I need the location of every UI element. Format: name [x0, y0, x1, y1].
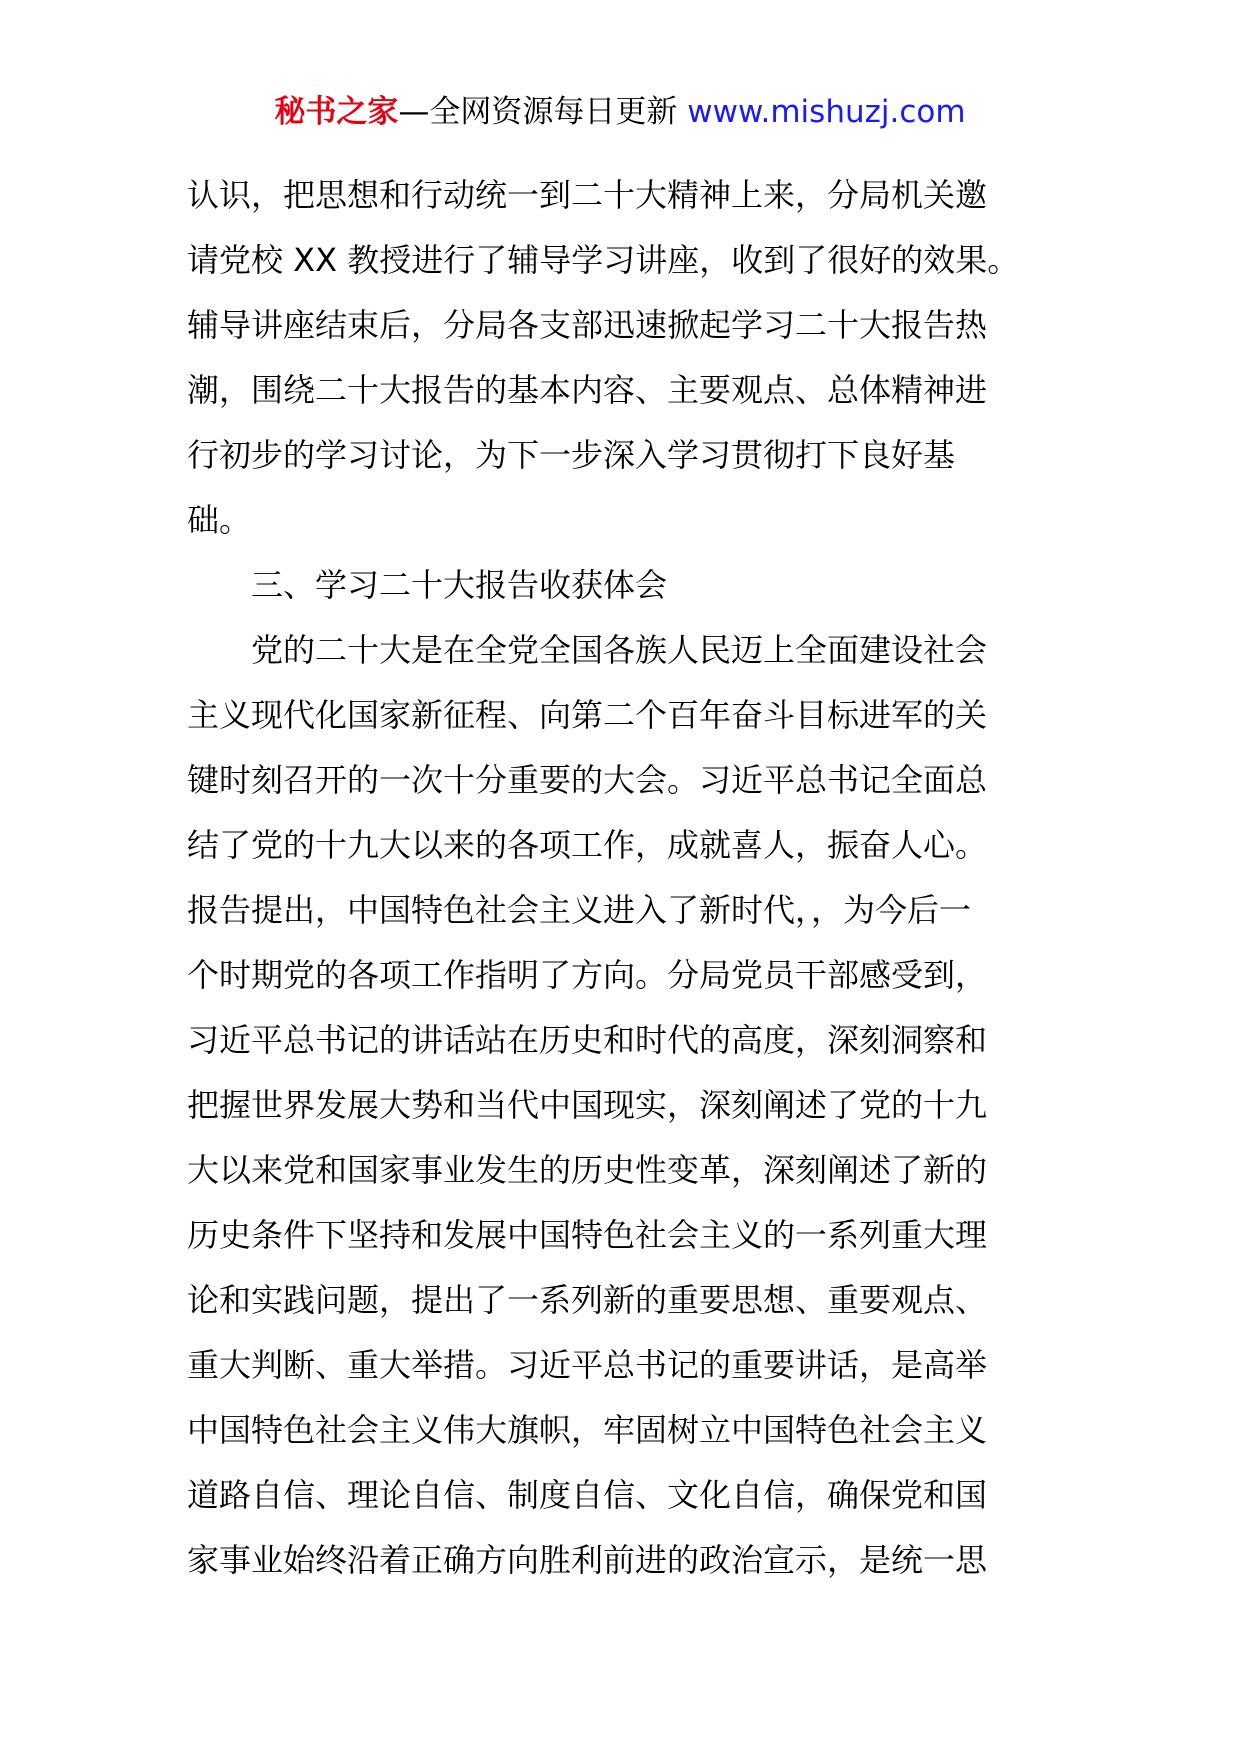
body-line: 行初步的学习讨论，为下一步深入学习贯彻打下良好基: [187, 436, 956, 474]
body-line: 键时刻召开的一次十分重要的大会。习近平总书记全面总: [187, 761, 988, 799]
page-header: [0, 92, 1240, 132]
body-line: 家事业始终沿着正确方向胜利前进的政治宣示，是统一思: [187, 1541, 988, 1579]
body-line: 主义现代化国家新征程、向第二个百年奋斗目标进军的关: [187, 696, 988, 734]
body-line: 历史条件下坚持和发展中国特色社会主义的一系列重大理: [187, 1216, 988, 1254]
body-line: 习近平总书记的讲话站在历史和时代的高度，深刻洞察和: [187, 1021, 988, 1059]
header-tagline: —全网资源每日更新: [398, 94, 678, 130]
header-url-link[interactable]: www.mishuzj.com: [687, 94, 966, 130]
body-line: 础。: [187, 501, 252, 539]
body-line: 结了党的十九大以来的各项工作，成就喜人，振奋人心。: [187, 826, 988, 864]
paragraph-start-line: 党的二十大是在全党全国各族人民迈上全面建设社会: [251, 631, 988, 669]
body-line: 潮，围绕二十大报告的基本内容、主要观点、总体精神进: [187, 371, 988, 409]
body-line: 重大判断、重大举措。习近平总书记的重要讲话，是高举: [187, 1346, 988, 1384]
section-heading: 三、学习二十大报告收获体会: [251, 566, 668, 604]
header-brand: 秘书之家: [274, 94, 399, 130]
document-body: [187, 163, 1055, 1593]
body-line: 把握世界发展大势和当代中国现实，深刻阐述了党的十九: [187, 1086, 988, 1124]
body-line: 个时期党的各项工作指明了方向。分局党员干部感受到，: [187, 956, 988, 994]
body-line: 请党校 XX 教授进行了辅导学习讲座，收到了很好的效果。: [187, 241, 1020, 279]
body-line: 认识，把思想和行动统一到二十大精神上来，分局机关邀: [187, 176, 988, 214]
body-line: 论和实践问题，提出了一系列新的重要思想、重要观点、: [187, 1281, 988, 1319]
body-line: 道路自信、理论自信、制度自信、文化自信，确保党和国: [187, 1476, 988, 1514]
body-line: 辅导讲座结束后，分局各支部迅速掀起学习二十大报告热: [187, 306, 988, 344]
body-line: 中国特色社会主义伟大旗帜，牢固树立中国特色社会主义: [187, 1411, 988, 1449]
body-line: 报告提出，中国特色社会主义进入了新时代，，为今后一: [187, 891, 972, 929]
body-line: 大以来党和国家事业发生的历史性变革，深刻阐述了新的: [187, 1151, 988, 1189]
